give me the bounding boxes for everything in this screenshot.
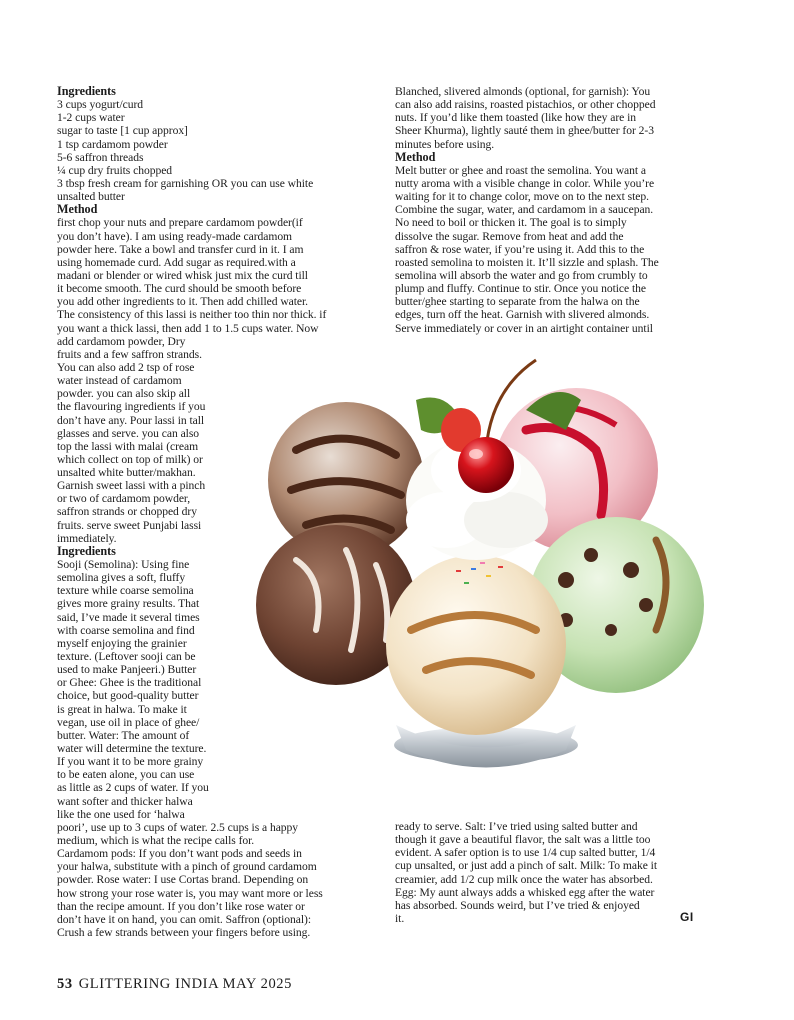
text-line: edges, turn off the heat. Garnish with slivered almonds. — [395, 308, 650, 322]
text-line: minutes before using. — [395, 137, 495, 151]
text-line: fruits. serve sweet Punjabi lassi — [57, 518, 202, 532]
text-line: nuts. If you’d like them toasted (like how they are in — [395, 111, 637, 125]
text-line: dissolve the sugar. Remove from heat and add the — [395, 229, 624, 243]
text-line: If you want it to be more grainy — [57, 755, 204, 769]
text-line: Egg: My aunt always adds a whisked egg after the water — [395, 885, 655, 899]
text-line: like the one used for ‘halwa — [57, 807, 185, 821]
text-line: as little as 2 cups of water. If you — [57, 781, 209, 795]
text-line: to be eaten alone, you can use — [57, 768, 195, 782]
text-line: Crush a few strands between your fingers before using. — [57, 925, 311, 939]
text-line: has absorbed. Sounds weird, but I’ve tried & enjoyed — [395, 898, 640, 912]
text-line: poori’, use up to 3 cups of water. 2.5 cups is a happy — [57, 820, 299, 834]
text-line: semolina will absorb the water and go from crumbly to — [395, 268, 648, 282]
text-line: evident. A safer option is to use 1/4 cup salted butter, 1/4 — [395, 846, 656, 860]
text-line: Blanched, slivered almonds (optional, for garnish): You — [395, 85, 651, 98]
text-line: texture. (Leftover sooji can be — [57, 650, 196, 664]
text-line: myself enjoying the grainier — [57, 636, 187, 650]
text-line: gives more grainy results. That — [57, 597, 200, 611]
text-line: Sheer Khurma), lightly sauté them in ghee/butter for 2-3 — [395, 124, 654, 138]
page-footer — [57, 976, 292, 993]
text-line: immediately. — [57, 531, 117, 545]
section-heading: Method — [57, 202, 98, 217]
text-line: saffron strands or chopped dry — [57, 505, 197, 519]
text-line: ready to serve. Salt: I’ve tried using salted butter and — [395, 820, 638, 833]
text-line: medium, which is what the recipe calls for. — [57, 833, 255, 847]
text-line: add cardamom powder, Dry — [57, 334, 186, 348]
text-line: fruits and a few saffron strands. — [57, 347, 202, 361]
text-line: can also add raisins, roasted pistachios, or other chopped — [395, 98, 656, 112]
text-line: how strong your rose water is, you may want more or less — [57, 886, 323, 900]
text-line: Garnish sweet lassi with a pinch — [57, 479, 206, 493]
text-line: 3 cups yogurt/curd — [57, 98, 144, 112]
text-line: or Ghee: Ghee is the traditional — [57, 676, 202, 690]
text-line: glasses and serve. you can also — [57, 426, 200, 440]
text-line: vegan, use oil in place of ghee/ — [57, 715, 200, 729]
page-number: 53 — [57, 976, 73, 992]
text-line: waiting for it to change color, move on to the next step. — [395, 190, 649, 204]
text-line: No need to boil or thicken it. The goal is to simply — [395, 216, 627, 230]
text-line: powder here. Take a bowl and transfer curd in it. I am — [57, 242, 304, 256]
text-line: 3 tbsp fresh cream for garnishing OR you can use white — [57, 176, 314, 190]
text-line: semolina gives a soft, fluffy — [57, 571, 186, 585]
text-line: butter/ghee starting to separate from the halwa on the — [395, 295, 640, 309]
text-line: The consistency of this lassi is neither too thin nor thick. if — [57, 308, 327, 322]
text-line: you want a thick lassi, then add 1 to 1.5 cups water. Now — [57, 321, 319, 335]
text-line: sugar to taste [1 cup approx] — [57, 124, 188, 138]
text-line: Serve immediately or cover in an airtight container until — [395, 321, 653, 335]
text-line: though it gave a beautiful flavor, the salt was a little too — [395, 833, 651, 847]
text-line: butter. Water: The amount of — [57, 728, 190, 742]
text-line: unsalted butter — [57, 190, 125, 204]
text-line: used to make Panjeeri.) Butter — [57, 663, 197, 677]
text-line: your halwa, substitute with a pinch of ground cardamom — [57, 860, 317, 874]
text-line: choice, but good-quality butter — [57, 689, 199, 703]
text-line: the flavouring ingredients if you — [57, 400, 206, 414]
text-line: don’t have it on hand, you can omit. Saffron (optional): — [57, 912, 312, 926]
text-line: using homemade curd. Add sugar as required.with a — [57, 255, 296, 269]
text-line: than the recipe amount. If you don’t like rose water or — [57, 899, 305, 913]
text-line: you don’t have). I am using ready-made cardamom — [57, 229, 293, 243]
text-line: want softer and thicker halwa — [57, 794, 193, 808]
text-line: powder. you can also skip all — [57, 387, 191, 401]
text-line: Combine the sugar, water, and cardamom in a saucepan. — [395, 203, 654, 217]
text-line: You can also add 2 tsp of rose — [57, 360, 195, 374]
text-line: Cardamom pods: If you don’t want pods and seeds in — [57, 847, 302, 861]
text-line: water instead of cardamom — [57, 374, 182, 388]
text-line: creamier, add 1/2 cup milk once the water has absorbed. — [395, 872, 653, 886]
text-line: is great in halwa. To make it — [57, 702, 187, 716]
text-line: or two of cardamom powder, — [57, 492, 191, 506]
end-mark: GI — [680, 910, 694, 924]
text-line: with coarse semolina and find — [57, 623, 195, 637]
section-heading: Method — [395, 149, 436, 164]
text-line: first chop your nuts and prepare cardamom powder(if — [57, 216, 303, 230]
text-line: top the lassi with malai (cream — [57, 439, 199, 453]
text-line: cup unsalted, or just add a pinch of salt. Milk: To make it — [395, 859, 657, 873]
text-line: you add other ingredients to it. Then add chilled water. — [57, 295, 309, 309]
text-line: said, I’ve made it several times — [57, 610, 200, 624]
text-line: plump and fluffy. Continue to stir. Once you notice the — [395, 282, 646, 296]
text-line: water will determine the texture. — [57, 742, 207, 755]
text-line: it. — [395, 911, 405, 925]
text-line: which collect on top of milk) or — [57, 452, 203, 466]
ice-cream-sundae-photo — [236, 330, 716, 780]
text-line: powder. Rose water: I use Cortas brand. Depending on — [57, 873, 309, 887]
text-line: texture while coarse semolina — [57, 584, 194, 598]
text-line: 5-6 saffron threads — [57, 150, 144, 164]
text-line: Melt butter or ghee and roast the semolina. You want a — [395, 163, 647, 177]
section-heading: Ingredients — [57, 84, 116, 98]
text-line: madani or blender or wired whisk just mix the curd till — [57, 268, 308, 282]
text-line: 1-2 cups water — [57, 111, 125, 125]
publication-name: GLITTERING INDIA MAY 2025 — [78, 976, 292, 992]
text-line: don’t have any. Pour lassi in tall — [57, 413, 205, 427]
text-line: unsalted white butter/makhan. — [57, 466, 196, 480]
text-line: roasted semolina to moisten it. It’ll sizzle and splash. The — [395, 255, 659, 269]
text-line: Sooji (Semolina): Using fine — [57, 558, 190, 572]
text-line: nutty aroma with a visible change in color. While you’re — [395, 176, 655, 190]
text-line: 1 tsp cardamom powder — [57, 137, 168, 151]
text-line: saffron & rose water, if you’re using it. Add this to the — [395, 242, 645, 256]
text-line: it become smooth. The curd should be smooth before — [57, 282, 302, 296]
text-line: ¼ cup dry fruits chopped — [57, 163, 173, 177]
section-heading: Ingredients — [57, 543, 116, 558]
